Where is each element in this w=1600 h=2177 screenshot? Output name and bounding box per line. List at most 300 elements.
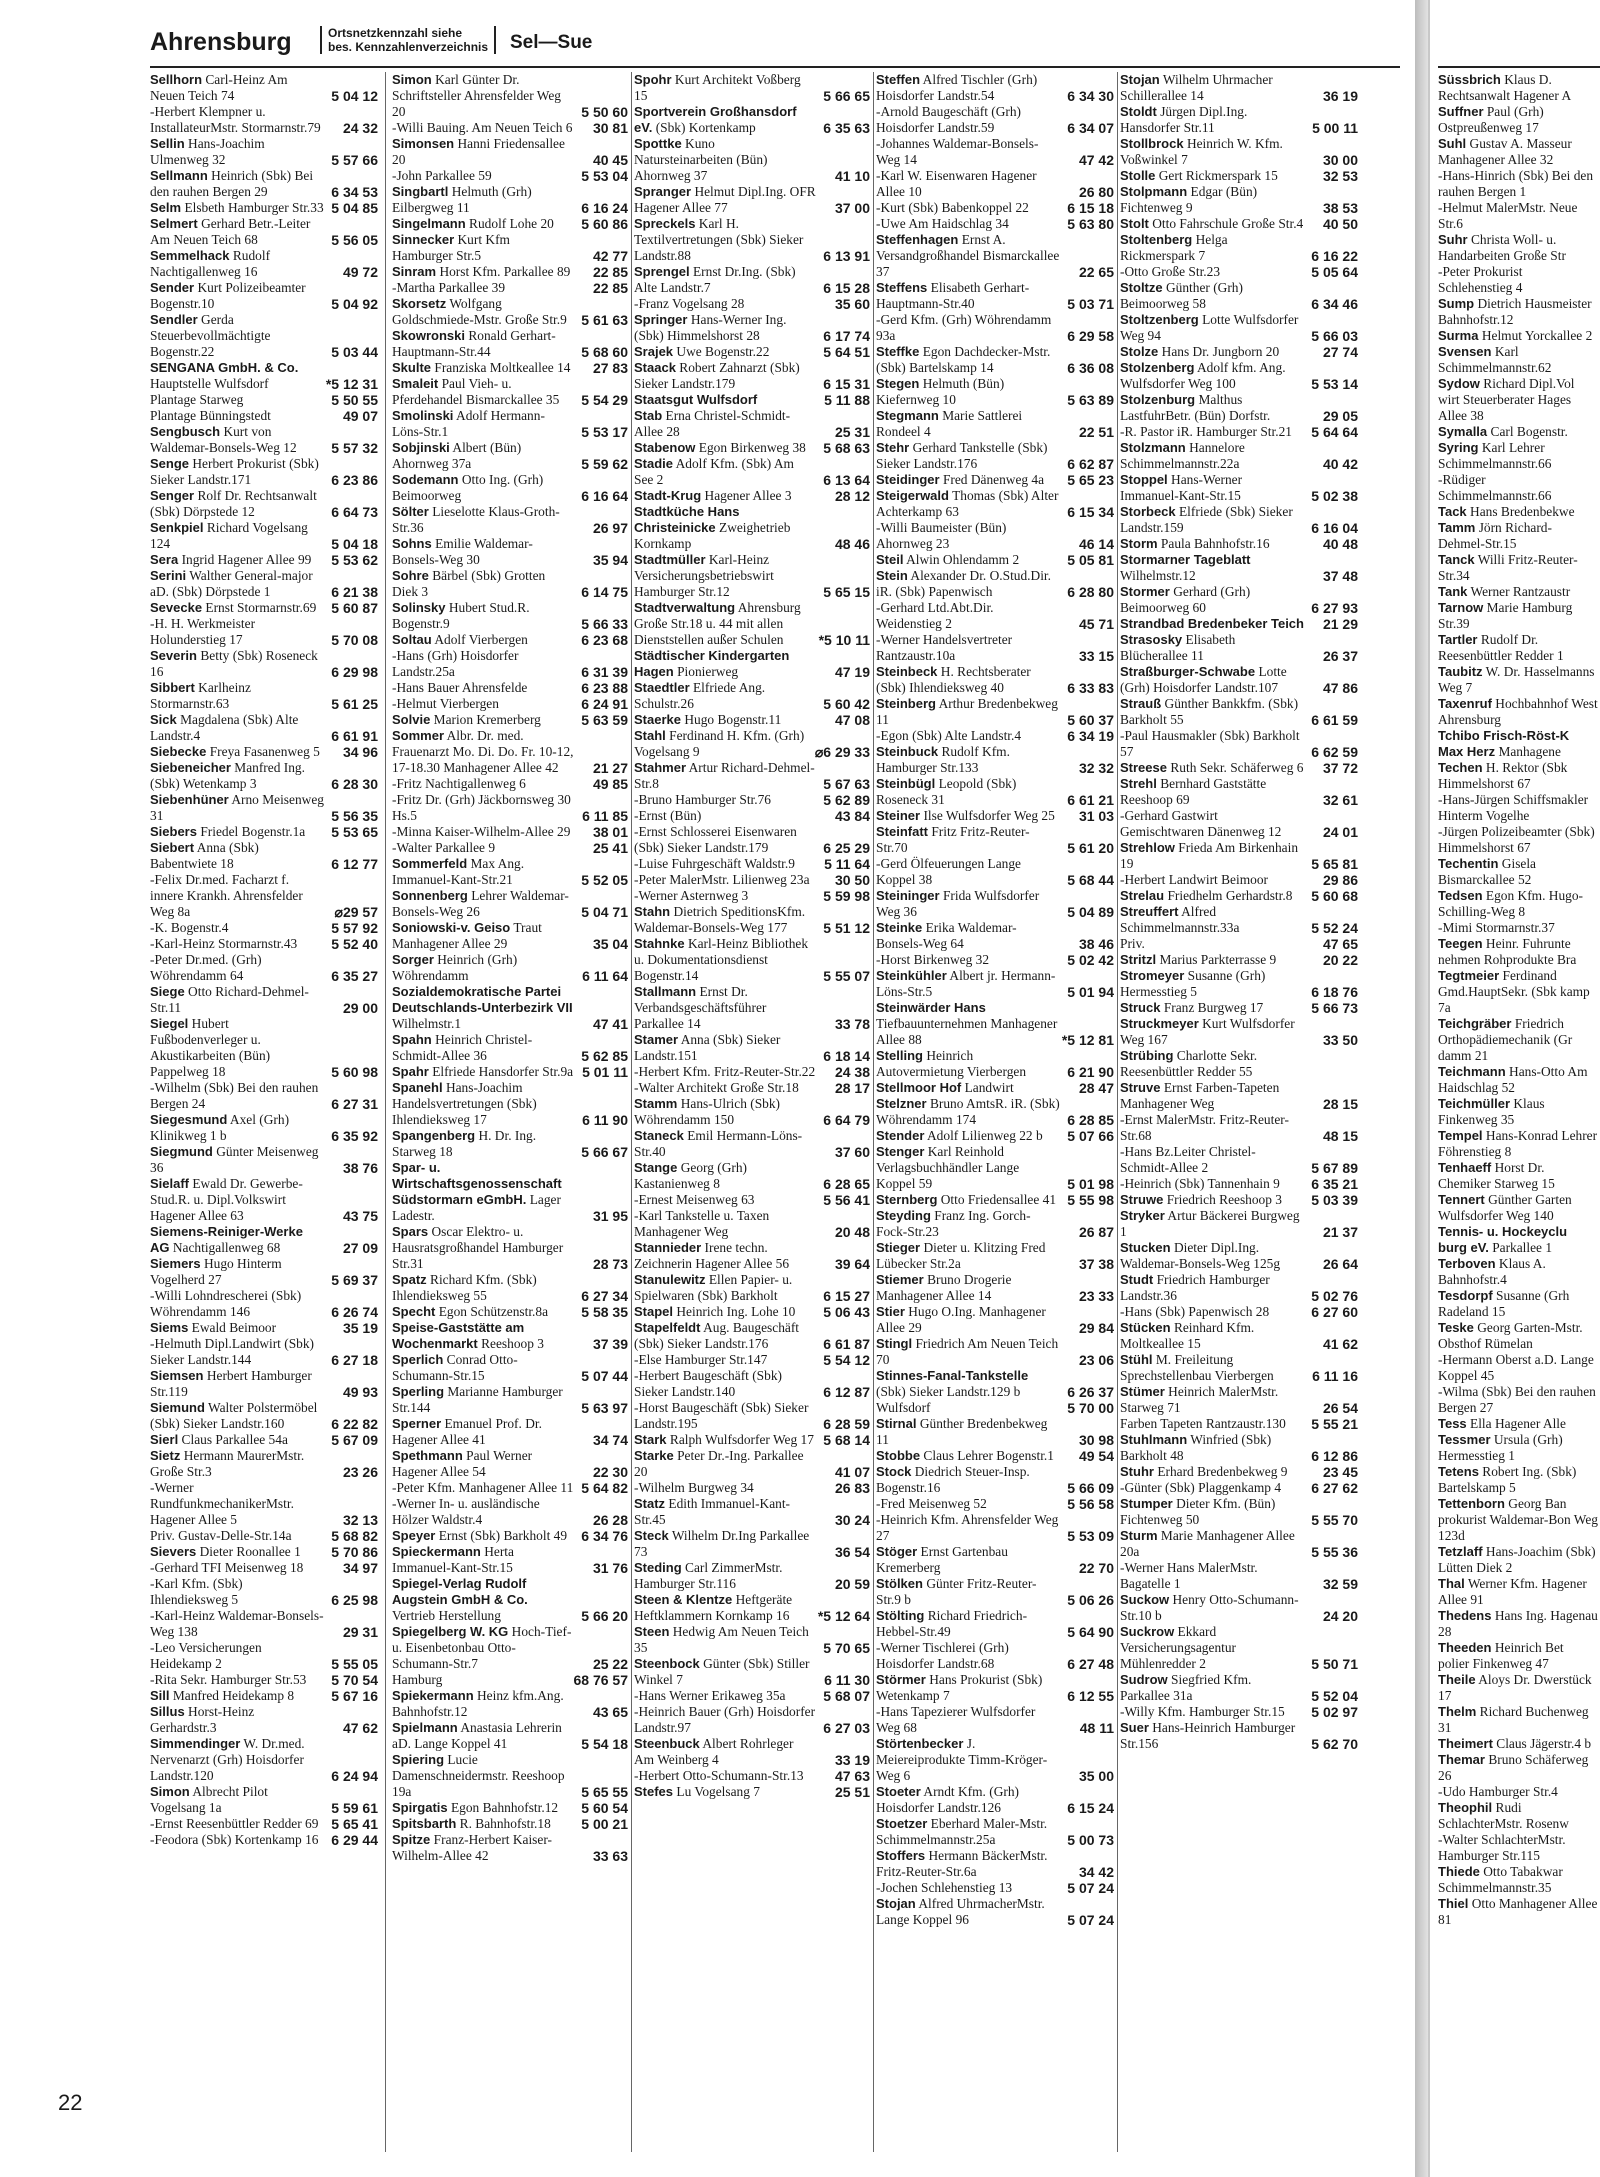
directory-entry	[634, 72, 870, 104]
directory-entry	[1120, 696, 1358, 728]
entry-details: Peter Dr.-Ing. Parkallee 20	[634, 1448, 804, 1479]
entry-phone-number: 6 11 30	[824, 1672, 870, 1688]
column-1	[150, 72, 378, 2152]
entry-details: -Werner RundfunkmechanikerMstr. Hagener Allee 5	[150, 1480, 294, 1527]
entry-details: Landwirt	[964, 1080, 1014, 1095]
entry-name: Siegel	[150, 1016, 189, 1031]
entry-details: -Karl Tankstelle u. Taxen Manhagener Weg	[634, 1208, 770, 1239]
directory-entry	[1438, 1064, 1598, 1096]
entry-phone-number: 23 06	[1078, 1352, 1114, 1368]
entry-phone-number: 5 57 92	[331, 920, 378, 936]
entry-phone-number: 31 76	[592, 1560, 628, 1576]
directory-entry	[1120, 904, 1358, 936]
directory-entry	[392, 1384, 628, 1416]
directory-entry	[1438, 856, 1598, 888]
entry-details: -Ernst Schlosserei Eisenwaren (Sbk) Sieker Landstr.179	[634, 824, 797, 855]
entry-name: Spangenberg	[392, 1128, 476, 1143]
entry-details: Priv.	[1120, 936, 1145, 951]
entry-details: Eberhard Maler-Mstr. Schimmelmannstr.25a	[876, 1816, 1048, 1847]
entry-details: -Wilhelm Burgweg 34	[634, 1480, 754, 1495]
entry-phone-number: 33 15	[1078, 648, 1114, 664]
entry-name: Speise-Gaststätte am Wochenmarkt	[392, 1320, 525, 1351]
directory-entry	[150, 1560, 378, 1576]
entry-details: Gisela Bismarckallee 52	[1438, 856, 1537, 887]
directory-entry	[634, 648, 870, 680]
entry-phone-number: 21 27	[592, 760, 628, 776]
entry-phone-number: 5 64 64	[1311, 424, 1358, 440]
entry-phone-number: 22 65	[1078, 264, 1114, 280]
entry-details: Adolf Lilienweg 22 b	[927, 1128, 1043, 1143]
entry-phone-number: 40 45	[592, 152, 628, 168]
entry-details: Marius Parkterrasse 9	[1159, 952, 1277, 967]
directory-entry	[876, 376, 1114, 408]
directory-entry	[150, 1144, 378, 1176]
entry-phone-number: 6 11 64	[582, 968, 628, 984]
directory-entry	[1120, 472, 1358, 504]
directory-entry	[392, 1032, 628, 1064]
entry-details: Gerhard (Grh) Beimoorweg 60	[1120, 584, 1251, 615]
directory-entry	[876, 568, 1114, 600]
entry-name: Strasosky	[1120, 632, 1183, 647]
entry-details: Erika Waldemar-Bonsels-Weg 64	[876, 920, 1017, 951]
directory-entry	[876, 1464, 1114, 1496]
directory-entry	[150, 936, 378, 952]
entry-details: -Hans Werner Erikaweg 35a	[634, 1688, 786, 1703]
entry-phone-number: 5 66 73	[1311, 1000, 1358, 1016]
entry-details: Richard Vogelsang 124	[150, 520, 308, 551]
entry-details: Ursula (Grh) Hermesstieg 1	[1438, 1432, 1563, 1463]
entry-phone-number: 35 00	[1078, 1768, 1114, 1784]
entry-name: Städtischer Kindergarten Hagen	[634, 648, 790, 679]
entry-details: Marie Hamburg Str.39	[1438, 600, 1573, 631]
directory-entry	[1120, 616, 1358, 632]
directory-entry	[392, 1272, 628, 1304]
directory-entry	[150, 792, 378, 824]
entry-details: -Mimi Stormarnstr.37	[1438, 920, 1555, 935]
entry-name: Streese	[1120, 760, 1167, 775]
directory-entry	[1120, 1416, 1358, 1432]
entry-details: Günther Garten Wulfsdorfer Weg 140	[1438, 1192, 1572, 1223]
directory-entry	[876, 1304, 1114, 1336]
entry-phone-number: 5 55 21	[1311, 1416, 1358, 1432]
entry-details: Albert Rohrleger Am Weinberg 4	[634, 1736, 794, 1767]
entry-phone-number: 29 86	[1322, 872, 1358, 888]
entry-details: Hochbahnhof West Ahrensburg	[1438, 696, 1598, 727]
entry-details: Zweighetrieb Kornkamp	[634, 520, 791, 551]
directory-entry	[392, 1224, 628, 1272]
entry-details: -Hermann Oberst a.D. Lange Koppel 45	[1438, 1352, 1594, 1383]
entry-details: -Hans Bz.Leiter Christel-Schmidt-Allee 2	[1120, 1144, 1256, 1175]
entry-details: -Gerd Ölfeuerungen Lange Koppel 38	[876, 856, 1021, 887]
entry-name: Spiegelberg W. KG	[392, 1624, 509, 1639]
entry-details: Dieter Kfm. (Bün) Fichtenweg 50	[1120, 1496, 1276, 1527]
entry-details: Jürgen Dipl.Ing. Hansdorfer Str.11	[1120, 104, 1248, 135]
entry-phone-number: 20 22	[1322, 952, 1358, 968]
entry-details: Karl Reinhold Verlagsbuchhändler Lange Koppel 59	[876, 1144, 1020, 1191]
directory-entry	[1120, 232, 1358, 264]
entry-details: Aloys Dr. Dwerstück 17	[1438, 1672, 1592, 1703]
entry-details: -Werner Tischlerei (Grh) Hoisdorfer Landstr.68	[876, 1640, 1009, 1671]
entry-details: Helmut Dipl.Ing. OFR Hagener Allee 77	[634, 184, 816, 215]
entry-phone-number: 6 23 86	[331, 472, 378, 488]
directory-entry	[150, 1816, 378, 1832]
entry-details: Charlotte Sekr. Reesenbüttler Redder 55	[1120, 1048, 1258, 1079]
entry-details: Hugo Hinterm Vogelherd 27	[150, 1256, 282, 1287]
entry-name: Thiel	[1438, 1896, 1469, 1911]
entry-phone-number: 34 96	[342, 744, 378, 760]
directory-entry	[1438, 1832, 1598, 1864]
entry-name: Stoetzer	[876, 1816, 928, 1831]
entry-phone-number: 30 24	[834, 1512, 870, 1528]
entry-details: -Walter Architekt Große Str.18	[634, 1080, 799, 1095]
directory-entry	[392, 952, 628, 984]
entry-name: Stölting	[876, 1608, 925, 1623]
entry-name: Thedens	[1438, 1608, 1492, 1623]
entry-phone-number: 5 51 12	[823, 920, 870, 936]
entry-details: Albrecht Pilot Vogelsang 1a	[150, 1784, 268, 1815]
directory-entry	[876, 1416, 1114, 1448]
entry-name: Tetzlaff	[1438, 1544, 1483, 1559]
directory-entry	[150, 1672, 378, 1688]
directory-entry	[392, 136, 628, 168]
entry-name: Stannieder	[634, 1240, 702, 1255]
entry-details: Hamburg	[392, 1672, 443, 1687]
entry-details: Paul (Grh) Ostpreußenweg 17	[1438, 104, 1544, 135]
entry-details: Malthus LastfuhrBetr. (Bün) Dorfstr.	[1120, 392, 1271, 423]
entry-phone-number: 43 65	[592, 1704, 628, 1720]
entry-phone-number: 36 54	[834, 1544, 870, 1560]
directory-entry	[876, 216, 1114, 232]
entry-phone-number: 23 33	[1078, 1288, 1114, 1304]
directory-entry	[634, 680, 870, 712]
entry-name: Stender	[876, 1128, 925, 1143]
entry-name: Tchibo Frisch-Röst-K Max Herz	[1438, 728, 1570, 759]
directory-entry	[876, 1496, 1114, 1512]
entry-phone-number: 35 94	[592, 552, 628, 568]
entry-phone-number: 5 04 71	[581, 904, 628, 920]
entry-details: Marion Kremerberg	[433, 712, 541, 727]
entry-phone-number: 5 65 23	[1067, 472, 1114, 488]
entry-phone-number: 31 03	[1078, 808, 1114, 824]
directory-entry	[876, 776, 1114, 808]
directory-entry	[1120, 1144, 1358, 1176]
entry-details: Heinrich Bet polier Finkenweg 47	[1438, 1640, 1564, 1671]
entry-name: Sperlich	[392, 1352, 444, 1367]
entry-phone-number: 5 02 76	[1311, 1288, 1358, 1304]
directory-entry	[150, 360, 378, 392]
entry-name: Strehl	[1120, 776, 1157, 791]
entry-details: Otto Tabakwar Schimmelmannstr.35	[1438, 1864, 1563, 1895]
entry-details: Hans-Ulrich (Sbk) Wöhrendamm 150	[634, 1096, 781, 1127]
directory-entry	[1438, 1704, 1598, 1736]
entry-phone-number: 6 28 59	[823, 1416, 870, 1432]
entry-name: Soltau	[392, 632, 432, 647]
entry-details: Emilie Waldemar-Bonsels-Weg 30	[392, 536, 533, 567]
directory-entry	[1120, 72, 1358, 104]
entry-details: -Otto Große Str.23	[1120, 264, 1221, 279]
entry-details: -Günter (Sbk) Plaggenkamp 4	[1120, 1480, 1282, 1495]
entry-phone-number: 6 28 65	[823, 1176, 870, 1192]
directory-entry	[1120, 1176, 1358, 1192]
entry-phone-number: 5 55 05	[331, 1656, 378, 1672]
entry-details: -Wilhelm (Sbk) Bei den rauhen Bergen 24	[150, 1080, 319, 1111]
directory-entry	[150, 952, 378, 984]
entry-details: Karl H. Textilvertretungen (Sbk) Sieker Landstr.88	[634, 216, 804, 263]
entry-name: Sonnenberg	[392, 888, 468, 903]
directory-entry	[634, 760, 870, 792]
directory-entry	[392, 1080, 628, 1128]
entry-details: Ilse Wulfsdorfer Weg 25	[923, 808, 1055, 823]
directory-entry	[876, 808, 1114, 824]
entry-details: Rudolf Dr. Reesenbüttler Redder 1	[1438, 632, 1564, 663]
directory-entry	[1438, 664, 1598, 696]
entry-details: Carl-Heinz Am Neuen Teich 74	[150, 72, 288, 103]
entry-phone-number: 6 11 90	[582, 1112, 628, 1128]
entry-name: Siebers	[150, 824, 197, 839]
entry-name: Smolinski	[392, 408, 454, 423]
entry-name: Tettenborn	[1438, 1496, 1505, 1511]
entry-name: Stellmoor Hof	[876, 1080, 962, 1095]
entry-phone-number: 47 42	[1078, 152, 1114, 168]
entry-details: Hans-Werner Ing. (Sbk) Himmelshorst 28	[634, 312, 787, 343]
entry-details: Otto Friedensallee 41	[940, 1192, 1057, 1207]
entry-name: Staerke	[634, 712, 681, 727]
entry-details: Hugo Bogenstr.11	[684, 712, 782, 727]
entry-name: Siege	[150, 984, 185, 999]
directory-entry	[150, 456, 378, 488]
entry-details: Leopold (Sbk) Roseneck 31	[876, 776, 1017, 807]
directory-entry	[1438, 1384, 1598, 1416]
entry-details: Elisabeth Blücherallee 11	[1120, 632, 1236, 663]
entry-details: -Fred Meisenweg 52	[876, 1496, 987, 1511]
entry-phone-number: 35 04	[592, 936, 628, 952]
entry-details: Elfriede Hansdorfer Str.9a	[432, 1064, 574, 1079]
entry-name: Strübing	[1120, 1048, 1174, 1063]
directory-entry	[1120, 1432, 1358, 1464]
entry-name: Theophil	[1438, 1800, 1493, 1815]
directory-entry	[150, 680, 378, 712]
directory-entry	[876, 968, 1114, 1000]
next-page-header-rule	[1438, 66, 1600, 68]
directory-entry	[1438, 600, 1598, 632]
entry-name: Stormarner Tageblatt	[1120, 552, 1251, 567]
entry-details: -Hans-Jürgen Schiffsmakler Hinterm Vogelhe	[1438, 792, 1589, 823]
entry-phone-number: 5 68 44	[1067, 872, 1114, 888]
entry-name: Steck	[634, 1528, 669, 1543]
directory-entry	[876, 1336, 1114, 1368]
entry-phone-number: 25 51	[834, 1784, 870, 1800]
directory-entry	[392, 1352, 628, 1384]
entry-phone-number: 21 29	[1322, 616, 1358, 632]
directory-entry	[634, 1080, 870, 1096]
directory-entry	[1438, 344, 1598, 376]
directory-entry	[876, 1080, 1114, 1096]
entry-phone-number: 41 62	[1322, 1336, 1358, 1352]
entry-name: Starke	[634, 1448, 674, 1463]
entry-details: Lotte Wulfsdorfer Weg 94	[1120, 312, 1299, 343]
directory-entry	[150, 488, 378, 520]
directory-entry	[150, 1288, 378, 1320]
entry-name: Staedtler	[634, 680, 690, 695]
entry-details: M. Freileitung Sprechstellenbau Vierbergen	[1120, 1352, 1274, 1383]
entry-details: -Wilma (Sbk) Bei den rauhen Bergen 27	[1438, 1384, 1596, 1415]
directory-entry	[876, 344, 1114, 376]
directory-entry	[876, 200, 1114, 216]
directory-entry	[1438, 72, 1598, 104]
directory-entry	[634, 1096, 870, 1128]
entry-phone-number: 5 60 54	[581, 1800, 628, 1816]
directory-entry	[876, 1096, 1114, 1128]
directory-entry	[1120, 968, 1358, 1000]
entry-details: Paula Bahnhofstr.16	[1160, 536, 1270, 551]
directory-entry	[1438, 888, 1598, 920]
entry-phone-number: 6 35 63	[823, 120, 870, 136]
directory-entry	[392, 1128, 628, 1160]
entry-details: Ahrensburg Große Str.18 u. 44 mit allen Dienststellen außer Schulen	[634, 600, 801, 647]
entry-details: -Hans-Hinrich (Sbk) Bei den rauhen Bergen 1	[1438, 168, 1594, 199]
entry-details: Lotte (Grh) Hoisdorfer Landstr.107	[1120, 664, 1287, 695]
directory-entry	[150, 248, 378, 280]
entry-details: Franz-Herbert Kaiser-Wilhelm-Allee 42	[392, 1832, 552, 1863]
directory-entry	[392, 1832, 628, 1864]
directory-entry	[392, 1624, 628, 1672]
directory-entry	[1438, 1672, 1598, 1704]
directory-entry	[150, 408, 378, 424]
entry-phone-number: 28 15	[1322, 1096, 1358, 1112]
entry-phone-number: 32 61	[1322, 792, 1358, 808]
directory-entry	[150, 552, 378, 568]
directory-entry	[392, 264, 628, 280]
entry-name: Sperling	[392, 1384, 445, 1399]
directory-entry	[150, 872, 378, 920]
entry-phone-number: 37 39	[592, 1336, 628, 1352]
entry-phone-number: 6 11 85	[582, 808, 628, 824]
entry-details: Ronald Gerhart-Hauptmann-Str.44	[392, 328, 556, 359]
directory-entry	[1120, 1560, 1358, 1592]
entry-phone-number: 6 15 27	[823, 1288, 870, 1304]
directory-entry	[634, 360, 870, 392]
entry-name: Steinbuck	[876, 744, 939, 759]
entry-name: Skulte	[392, 360, 432, 375]
entry-details: -Fritz Dr. (Grh) Jäckbornsweg 30 Hs.5	[392, 792, 571, 823]
entry-phone-number: 25 31	[834, 424, 870, 440]
entry-name: Stelzner	[876, 1096, 927, 1111]
directory-entry	[634, 808, 870, 824]
entry-details: Ernst Farben-Tapeten Manhagener Weg	[1120, 1080, 1280, 1111]
entry-name: Stormer	[1120, 584, 1170, 599]
directory-entry	[876, 728, 1114, 744]
entry-details: -Johannes Waldemar-Bonsels-Weg 14	[876, 136, 1039, 167]
entry-details: -Willy Kfm. Hamburger Str.15	[1120, 1704, 1285, 1719]
entry-phone-number: 5 68 14	[823, 1432, 870, 1448]
entry-name: Struwe	[1120, 1192, 1164, 1207]
entry-phone-number: 46 14	[1078, 536, 1114, 552]
directory-entry	[634, 552, 870, 600]
directory-entry	[392, 232, 628, 264]
entry-details: Willi Fritz-Reuter-Str.34	[1438, 552, 1578, 583]
entry-phone-number: 6 28 85	[1067, 1112, 1114, 1128]
directory-entry	[1120, 872, 1358, 888]
directory-entry	[634, 1432, 870, 1448]
entry-phone-number: 5 68 63	[823, 440, 870, 456]
entry-phone-number: 5 00 21	[581, 1816, 628, 1832]
entry-details: Heinrich Christel-Schmidt-Allee 36	[392, 1032, 533, 1063]
directory-entry	[392, 1416, 628, 1448]
entry-name: Semmelhack	[150, 248, 230, 263]
entry-details: Anna (Sbk) Babentwiete 18	[150, 840, 259, 871]
entry-details: Heinrich MalerMstr. Starweg 71	[1120, 1384, 1279, 1415]
entry-name: Svensen	[1438, 344, 1492, 359]
entry-name: Stallmann	[634, 984, 697, 999]
entry-details: Ruth Sekr. Schäferweg 6	[1170, 760, 1304, 775]
entry-phone-number: 68 76 57	[573, 1672, 628, 1688]
entry-details: Aug. Baugeschäft (Sbk) Sieker Landstr.176	[634, 1320, 800, 1351]
entry-name: Teichmüller	[1438, 1096, 1511, 1111]
entry-details: Traut Manhagener Allee 29	[392, 920, 542, 951]
entry-phone-number: 5 62 89	[823, 792, 870, 808]
directory-entry	[150, 1080, 378, 1112]
column-divider	[631, 72, 632, 2152]
entry-phone-number: 23 45	[1322, 1464, 1358, 1480]
directory-entry	[634, 1528, 870, 1560]
entry-name: Störmer	[876, 1672, 926, 1687]
entry-phone-number: 30 81	[592, 120, 628, 136]
entry-details: Ernst (Sbk) Barkholt 49	[438, 1528, 568, 1543]
entry-details: Hans-Otto Am Haidschlag 52	[1438, 1064, 1588, 1095]
entry-name: Spranger	[634, 184, 692, 199]
directory-entry	[876, 232, 1114, 280]
entry-details: Hubert Stud.R. Bogenstr.9	[392, 600, 530, 631]
entry-phone-number: 5 53 09	[1067, 1528, 1114, 1544]
entry-details: Parkallee 1	[1492, 1240, 1553, 1255]
directory-entry	[1120, 1000, 1358, 1016]
entry-details: -Hans Tapezierer Wulfsdorfer Weg 68	[876, 1704, 1036, 1735]
entry-details: Bruno Schäferweg 26	[1438, 1752, 1589, 1783]
entry-phone-number: 5 50 60	[581, 104, 628, 120]
entry-phone-number: 5 59 98	[823, 888, 870, 904]
entry-details: (Sbk) Kortenkamp	[655, 120, 756, 135]
directory-entry	[392, 328, 628, 360]
directory-entry	[1438, 824, 1598, 856]
entry-details: Plantage Starweg	[150, 392, 244, 407]
entry-details: -Gerhard Ltd.Abt.Dir. Weidenstieg 2	[876, 600, 994, 631]
directory-entry	[1438, 1416, 1598, 1432]
entry-phone-number: 5 60 68	[1311, 888, 1358, 904]
directory-entry	[634, 504, 870, 552]
entry-details: Egon Kfm. Hugo-Schilling-Weg 8	[1438, 888, 1583, 919]
entry-phone-number: 6 61 21	[1067, 792, 1114, 808]
entry-details: Edith Immanuel-Kant-Str.45	[634, 1496, 791, 1527]
entry-name: Stahn	[634, 904, 671, 919]
directory-entry	[150, 216, 378, 248]
entry-name: Sperner	[392, 1416, 442, 1431]
entry-details: Günter Fritz-Reuter-Str.9 b	[876, 1576, 1037, 1607]
entry-phone-number: 6 15 24	[1067, 1800, 1114, 1816]
directory-entry	[150, 1832, 378, 1848]
entry-name: Sommer	[392, 728, 445, 743]
directory-entry	[1120, 1192, 1358, 1208]
entry-phone-number: 30 98	[1078, 1432, 1114, 1448]
entry-name: Stegen	[876, 376, 920, 391]
entry-phone-number: 39 64	[834, 1256, 870, 1272]
entry-details: Günter Meisenweg 36	[150, 1144, 319, 1175]
entry-details: -Leo Versicherungen Heidekamp 2	[150, 1640, 262, 1671]
entry-name: Stücken	[1120, 1320, 1171, 1335]
entry-details: Ferdinand H. Kfm. (Grh) Vogelsang 9	[634, 728, 805, 759]
entry-name: Simonsen	[392, 136, 455, 151]
directory-entry	[1120, 728, 1358, 760]
entry-name: Suckrow	[1120, 1624, 1175, 1639]
